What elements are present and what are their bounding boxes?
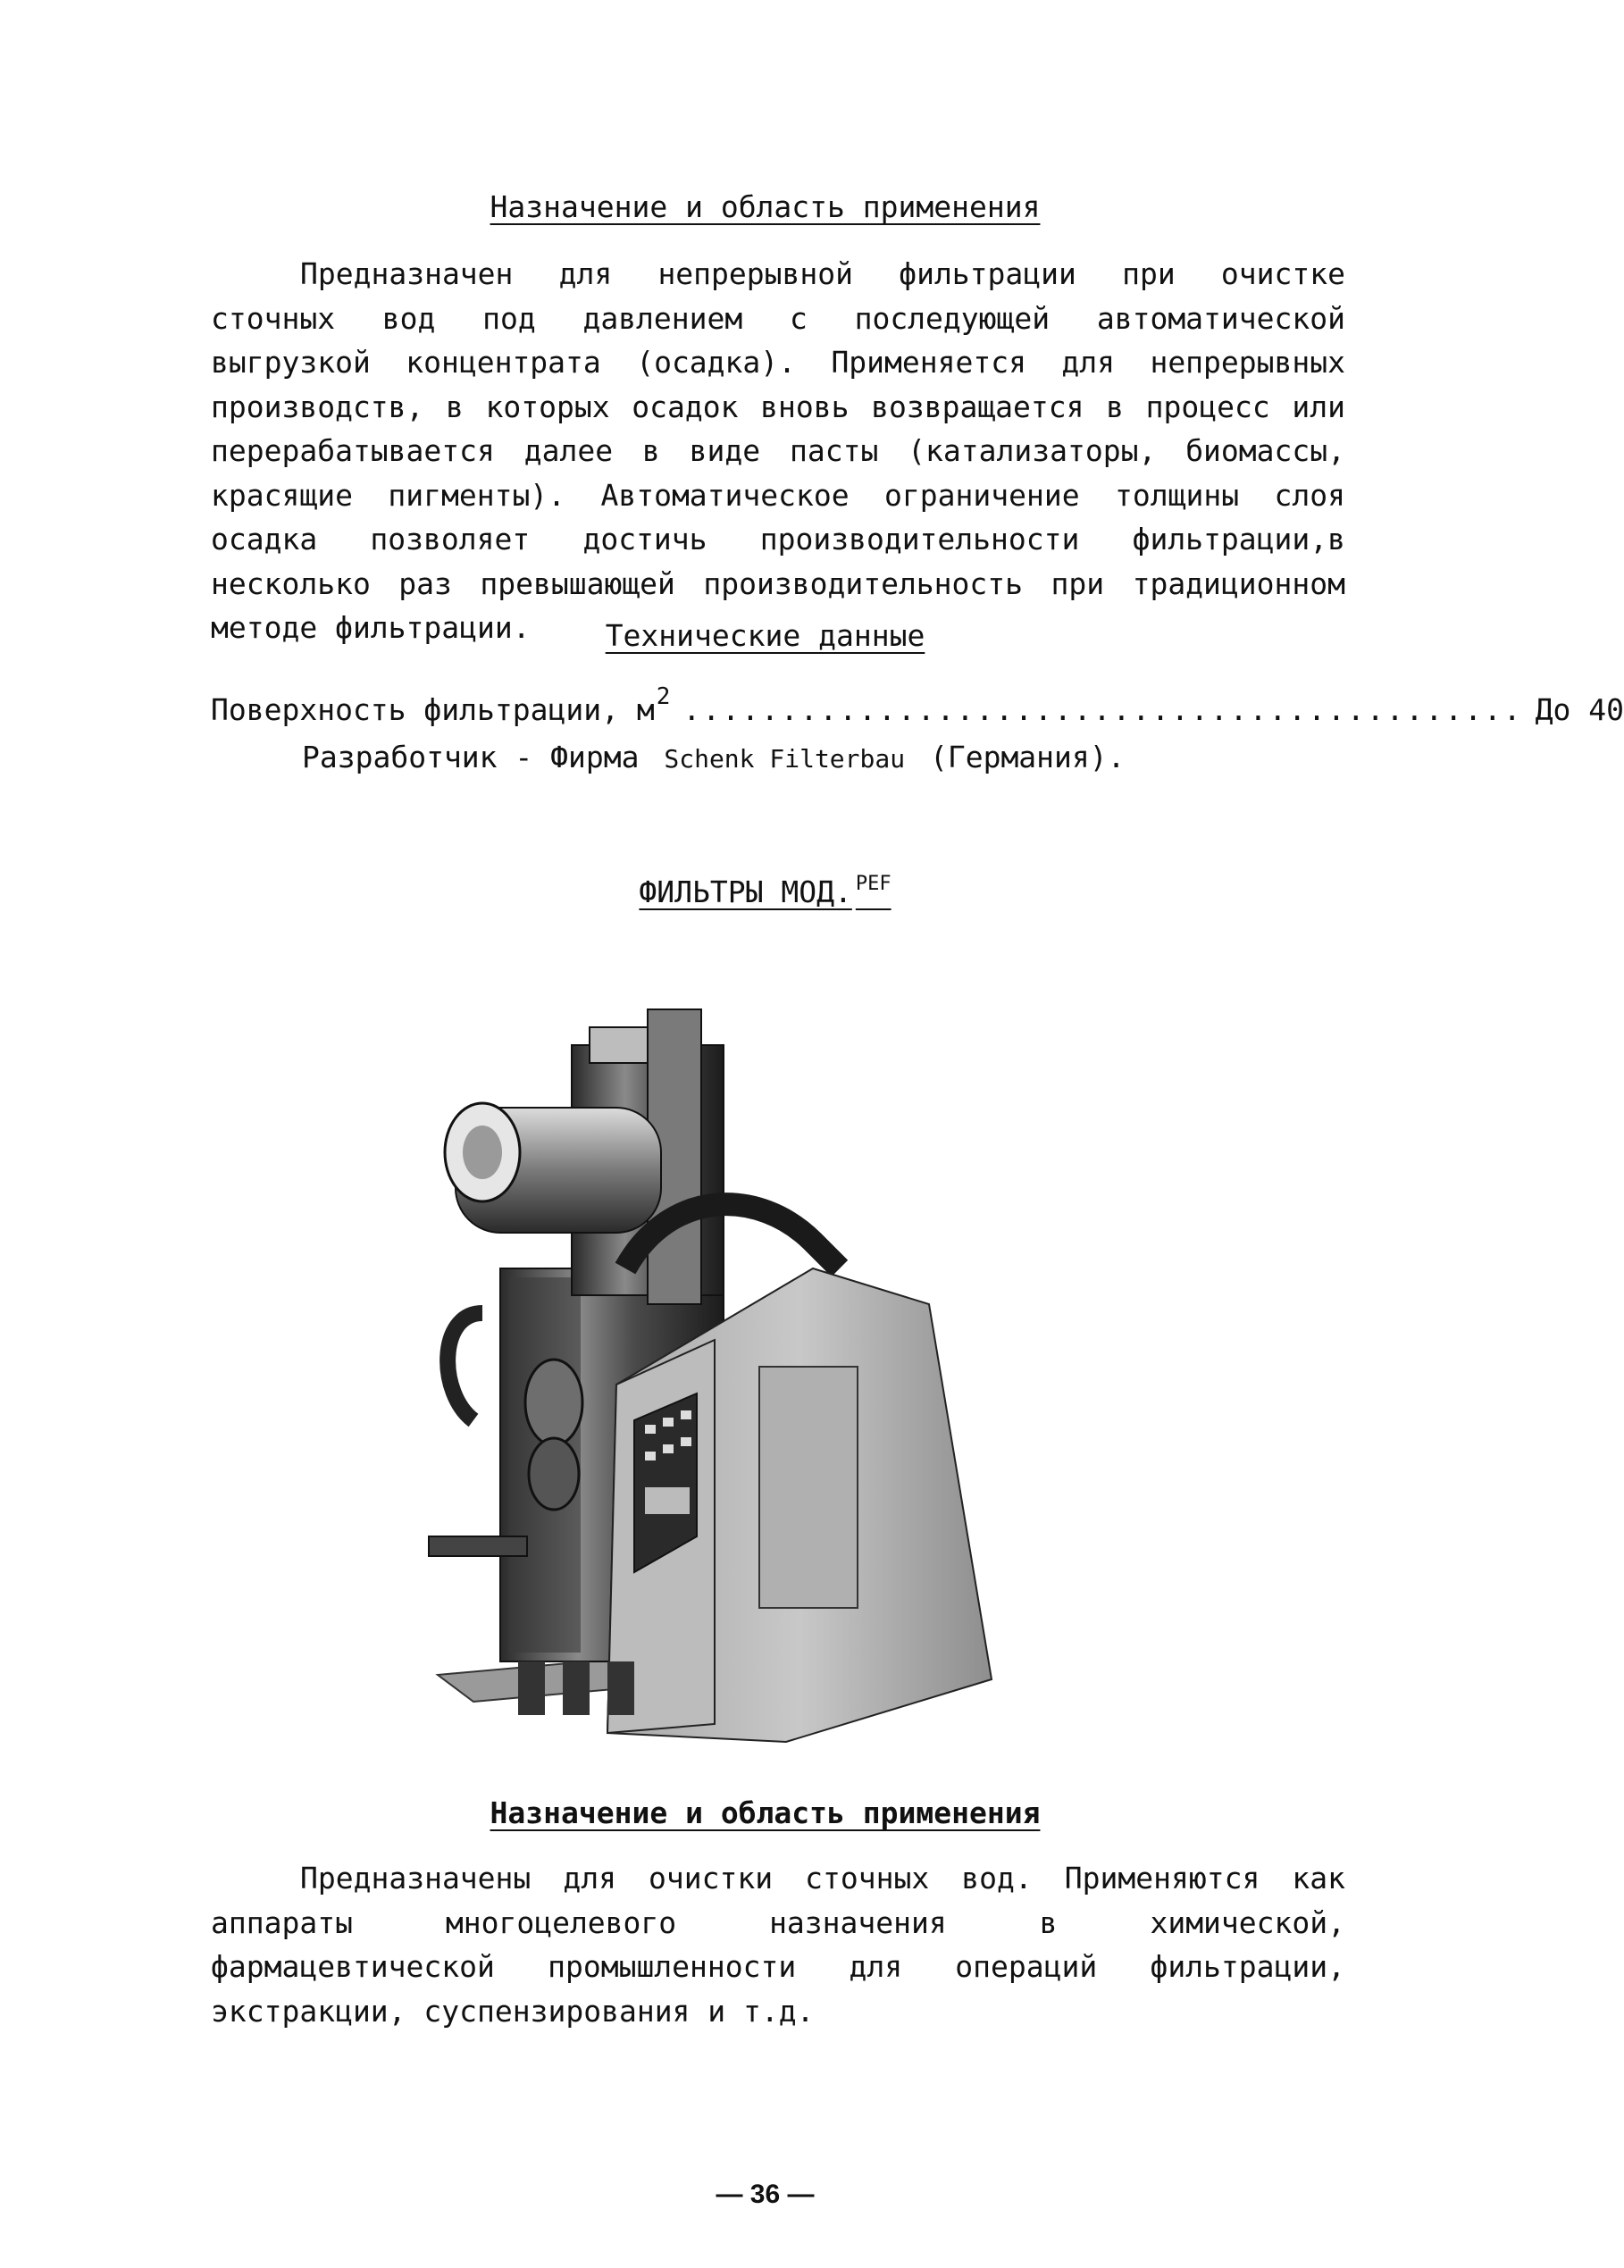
section-heading-purpose-text: Назначение и область применения [490, 189, 1041, 224]
spec-value: До 40 [1535, 692, 1624, 727]
developer-label: Разработчик - Фирма [302, 740, 640, 774]
model-title: ФИЛЬТРЫ МОД. [639, 875, 852, 909]
purpose-paragraph: Предназначен для непрерывной фильтрации при очистке сточных вод под давлением с последующей автоматической выгрузкой концентрата (осадка). Применяется для непрерывных производств, в которых осадок вновь возвращается в процесс или перерабатывается далее в виде пасты (катализаторы, биомассы, красящие пигменты). Автоматическое ограничение толщины слоя осадка позволяет достичь производительности фильтрации,в несколько раз превышающей производительность при традиционном методе фильтрации. [211, 256, 1345, 645]
developer-country: (Германия). [929, 740, 1126, 774]
developer-line [302, 740, 1126, 777]
tech-data-heading [0, 618, 1530, 654]
developer-name: Schenk Filterbau [664, 744, 906, 774]
purpose-paragraph-2: Предназначены для очистки сточных вод. Применяются как аппараты многоцелевого назначения в химической, фармацевтической промышленности для операций фильтрации, экстракции, суспензирования и т.д. [211, 1861, 1345, 2029]
model-heading [0, 866, 1530, 910]
spec-label: Поверхность фильтрации, $м^2$ [211, 683, 671, 727]
section-heading-purpose-2-text: Назначение и область применения [490, 1795, 1041, 1830]
spec-leader-dots: ........................................... [682, 692, 1523, 727]
spec-unit-sup: 2 [656, 683, 671, 710]
filter-machine-photo [420, 974, 1117, 1751]
section-heading-purpose-2 [0, 1795, 1530, 1831]
page-number: — 36 — [716, 2180, 815, 2209]
section-heading-purpose [0, 189, 1530, 225]
spec-filtration-surface [211, 679, 1624, 728]
model-title-sup: PEF [855, 873, 892, 895]
tech-data-heading-text: Технические данные [605, 618, 925, 653]
